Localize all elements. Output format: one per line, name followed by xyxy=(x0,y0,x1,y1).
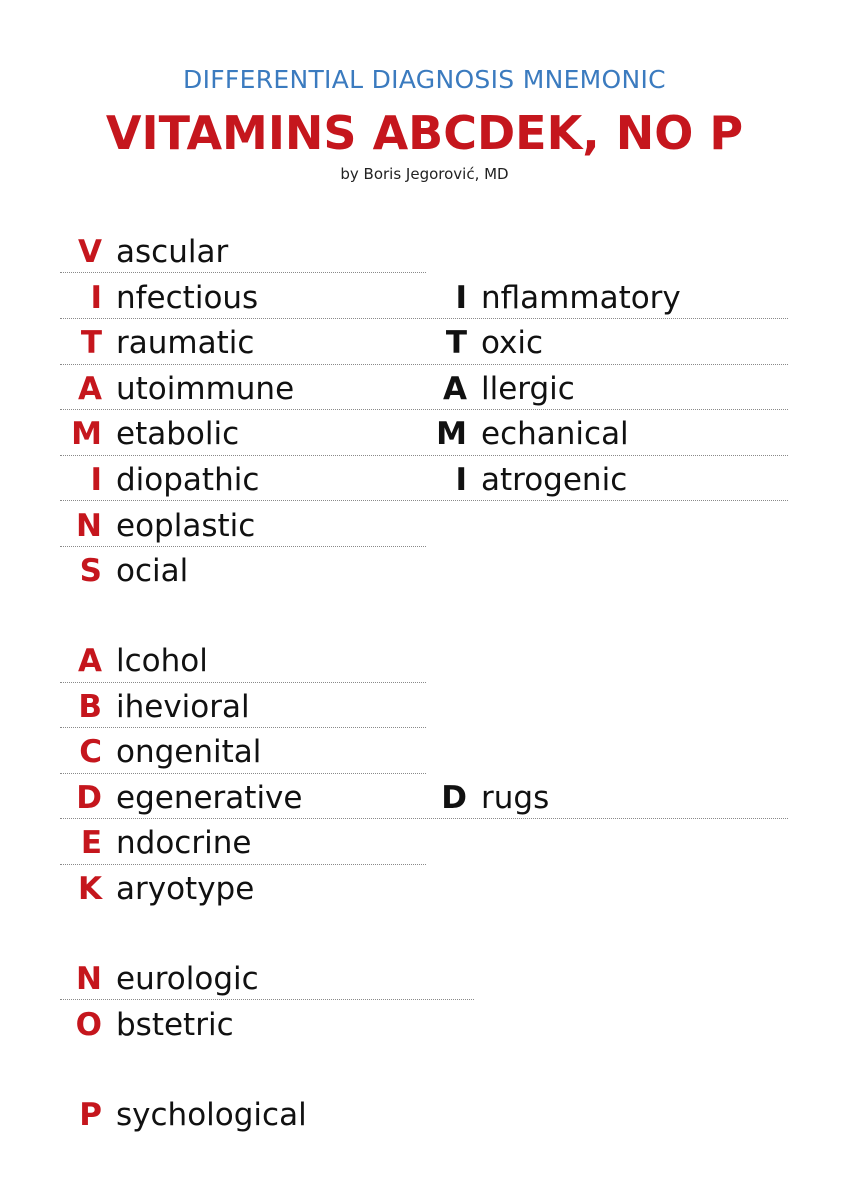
mnemonic-letter: I xyxy=(90,280,102,316)
row-divider xyxy=(60,773,426,774)
mnemonic-letter: T xyxy=(445,325,467,361)
mnemonic-word: eoplastic xyxy=(116,508,256,544)
mnemonic-word: ndocrine xyxy=(116,825,252,861)
mnemonic-letter: D xyxy=(441,780,467,816)
row-divider xyxy=(60,455,788,456)
mnemonic-word: nflammatory xyxy=(481,280,681,316)
mnemonic-word: raumatic xyxy=(116,325,255,361)
mnemonic-word: rugs xyxy=(481,780,550,816)
mnemonic-letter: A xyxy=(443,371,467,407)
mnemonic-word: bstetric xyxy=(116,1007,234,1043)
subtitle: DIFFERENTIAL DIAGNOSIS MNEMONIC xyxy=(183,65,666,94)
mnemonic-letter: I xyxy=(455,280,467,316)
mnemonic-word: eurologic xyxy=(116,961,259,997)
list-item xyxy=(425,323,795,369)
mnemonic-letter: I xyxy=(90,462,102,498)
row-divider xyxy=(60,500,788,501)
mnemonic-word: echanical xyxy=(481,416,629,452)
row-divider xyxy=(60,727,426,728)
row-divider xyxy=(60,272,426,273)
row-divider xyxy=(60,546,426,547)
list-item xyxy=(60,414,430,460)
mnemonic-word: etabolic xyxy=(116,416,240,452)
list-item xyxy=(60,641,430,687)
mnemonic-word: lcohol xyxy=(116,643,208,679)
list-item xyxy=(60,323,430,369)
mnemonic-letter: C xyxy=(79,734,102,770)
author-byline: by Boris Jegorović, MD xyxy=(340,165,509,183)
mnemonic-word: atrogenic xyxy=(481,462,628,498)
mnemonic-letter: N xyxy=(76,961,102,997)
row-divider xyxy=(60,818,788,819)
mnemonic-word: egenerative xyxy=(116,780,303,816)
mnemonic-word: ascular xyxy=(116,234,229,270)
mnemonic-letter: N xyxy=(76,508,102,544)
list-item xyxy=(60,869,430,915)
mnemonic-word: utoimmune xyxy=(116,371,295,407)
mnemonic-word: diopathic xyxy=(116,462,260,498)
mnemonic-word: ihevioral xyxy=(116,689,250,725)
mnemonic-word: oxic xyxy=(481,325,544,361)
mnemonic-letter: P xyxy=(79,1097,102,1133)
row-divider xyxy=(60,864,426,865)
mnemonic-word: llergic xyxy=(481,371,575,407)
list-item xyxy=(60,551,430,597)
row-divider xyxy=(60,318,788,319)
mnemonic-word: aryotype xyxy=(116,871,255,907)
mnemonic-letter: B xyxy=(78,689,102,725)
mnemonic-letter: E xyxy=(80,825,102,861)
mnemonic-letter: K xyxy=(77,871,102,907)
mnemonic-letter: M xyxy=(436,416,467,452)
list-item xyxy=(60,732,430,778)
mnemonic-word: sychological xyxy=(116,1097,307,1133)
row-divider xyxy=(60,999,474,1000)
row-divider xyxy=(60,364,788,365)
list-item xyxy=(60,1095,430,1141)
mnemonic-letter: O xyxy=(75,1007,102,1043)
mnemonic-letter: A xyxy=(78,371,102,407)
mnemonic-letter: T xyxy=(80,325,102,361)
mnemonic-letter: D xyxy=(76,780,102,816)
mnemonic-letter: S xyxy=(79,553,102,589)
list-item xyxy=(60,1005,430,1051)
mnemonic-word: ocial xyxy=(116,553,189,589)
row-divider xyxy=(60,409,788,410)
page-title: VITAMINS ABCDEK, NO P xyxy=(105,106,744,160)
row-divider xyxy=(60,682,426,683)
mnemonic-letter: A xyxy=(78,643,102,679)
list-item xyxy=(425,414,795,460)
mnemonic-word: nfectious xyxy=(116,280,259,316)
mnemonic-letter: I xyxy=(455,462,467,498)
list-item xyxy=(60,823,430,869)
mnemonic-letter: M xyxy=(71,416,102,452)
mnemonic-letter: V xyxy=(78,234,102,270)
mnemonic-word: ongenital xyxy=(116,734,262,770)
